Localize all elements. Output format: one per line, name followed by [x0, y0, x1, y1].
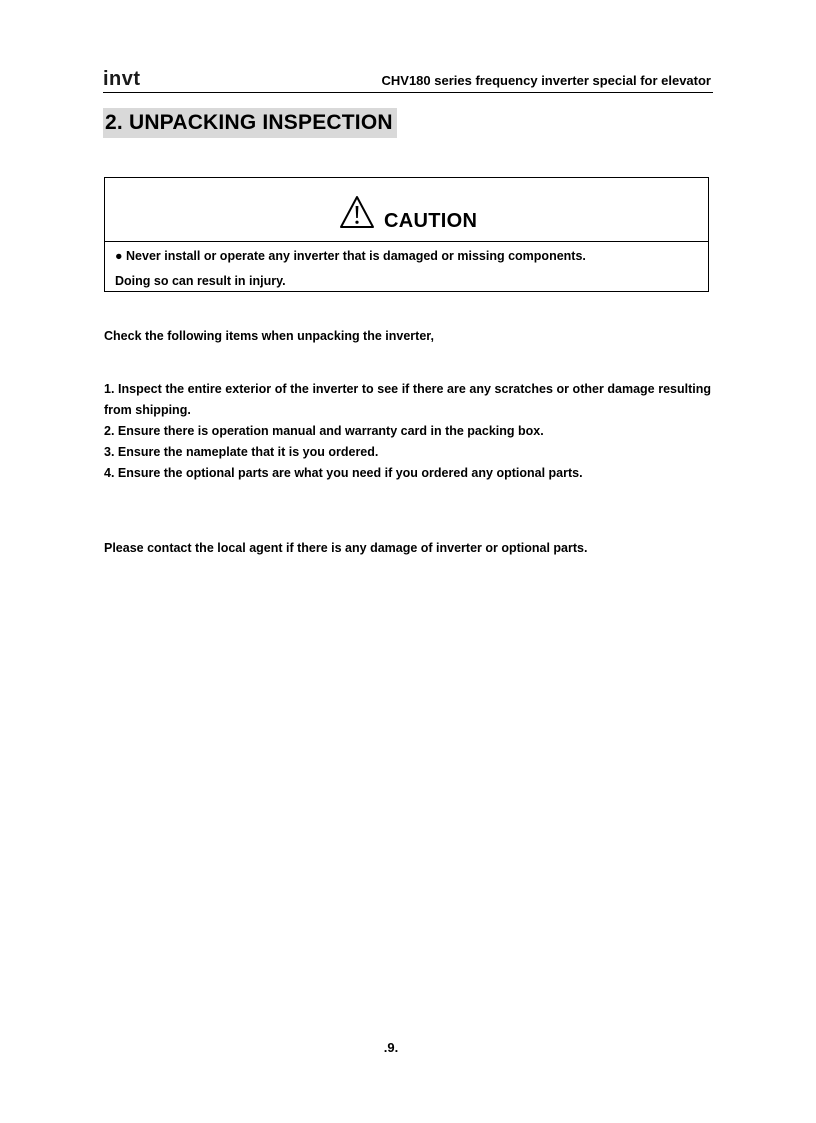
list-item: 1. Inspect the entire exterior of the inverter to see if there are any scratches or other damage resulting from shipping. — [104, 382, 711, 417]
section-title: 2. UNPACKING INSPECTION — [103, 108, 397, 138]
caution-header — [105, 178, 708, 242]
intro-paragraph: Check the following items when unpacking the inverter, — [104, 329, 434, 343]
caution-text-line-1: ● Never install or operate any inverter that is damaged or missing components. — [115, 249, 586, 263]
page-header — [103, 66, 713, 93]
list-item: 4. Ensure the optional parts are what you need if you ordered any optional parts. — [104, 466, 583, 480]
page-number: .9. — [383, 1040, 399, 1055]
list-item: 2. Ensure there is operation manual and warranty card in the packing box. — [104, 424, 544, 438]
warning-triangle-icon — [339, 195, 375, 229]
closing-paragraph: Please contact the local agent if there is any damage of inverter or optional parts. — [104, 541, 588, 555]
caution-label: CAUTION — [384, 210, 478, 232]
inspection-list — [104, 379, 711, 484]
caution-text — [115, 244, 703, 294]
header-title: CHV180 series frequency inverter special for elevator — [381, 73, 711, 88]
list-item: 3. Ensure the nameplate that it is you ordered. — [104, 445, 379, 459]
invt-logo: invt — [103, 68, 141, 90]
caution-box — [104, 177, 709, 292]
caution-text-line-2: Doing so can result in injury. — [115, 274, 286, 288]
